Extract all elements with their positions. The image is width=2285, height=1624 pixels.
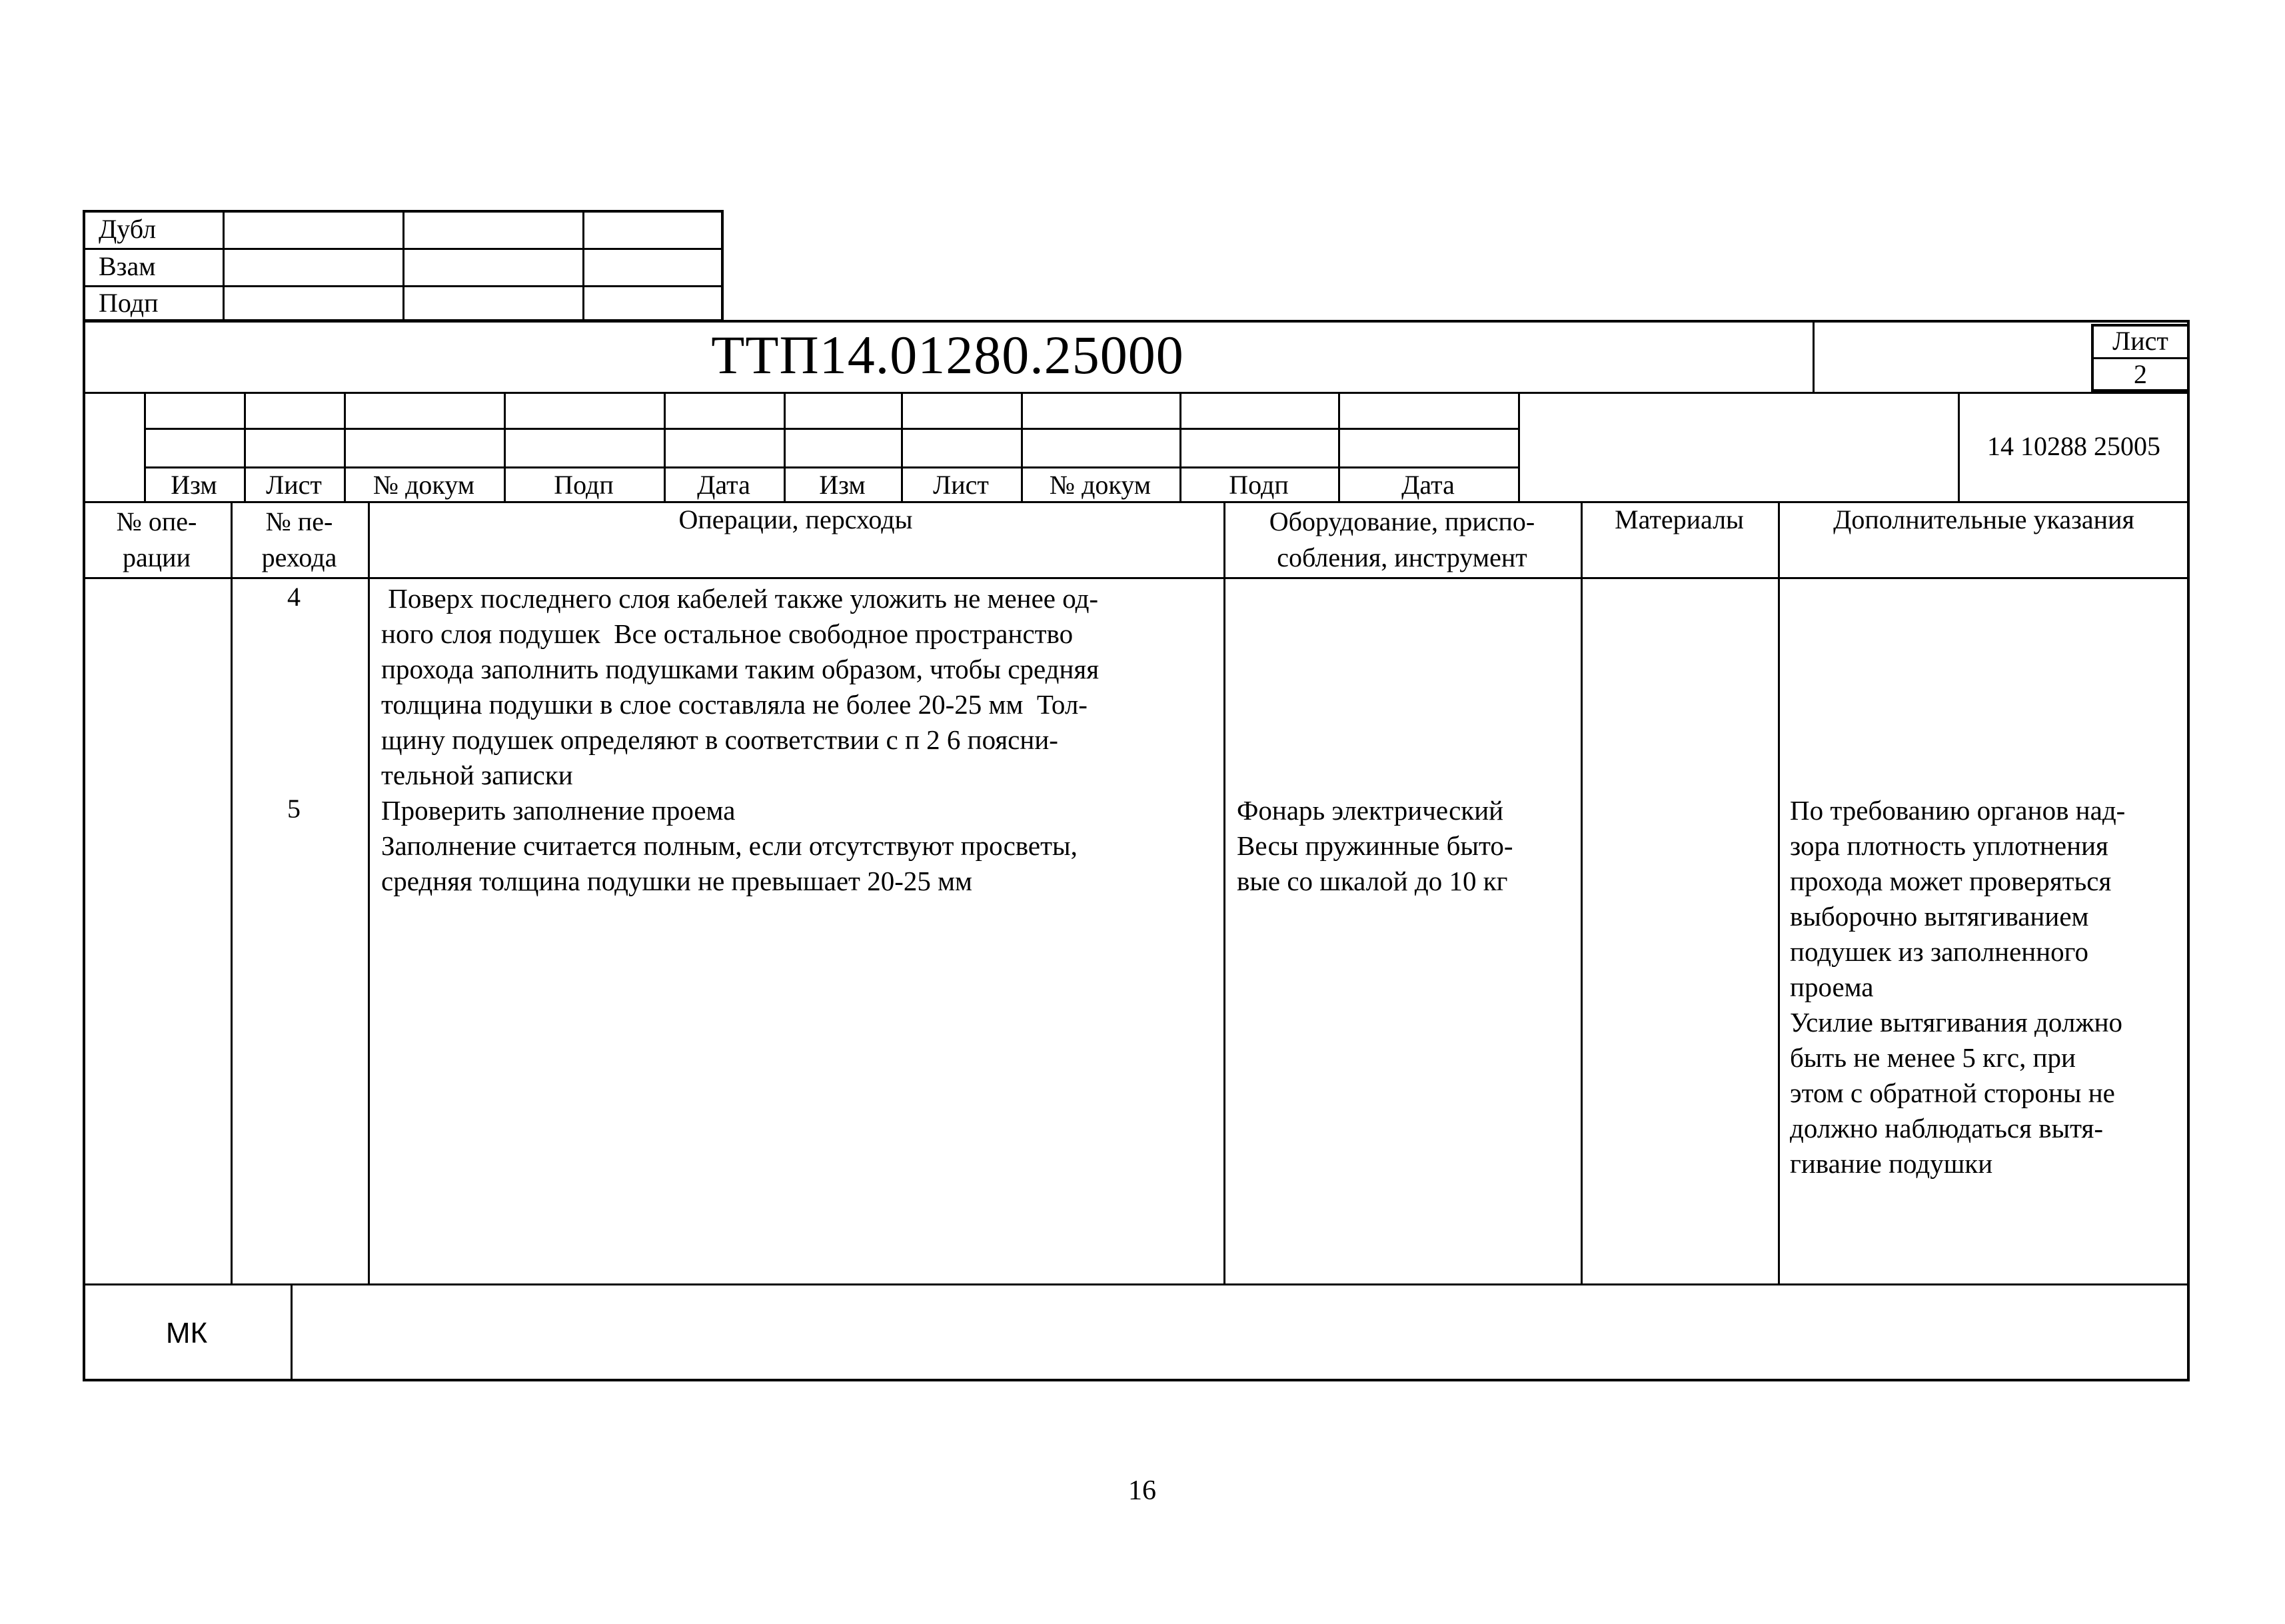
change-col-label: Лист	[933, 470, 989, 500]
col-header-operation-number: № опе- рации	[116, 506, 197, 572]
change-col-label: Дата	[697, 470, 750, 500]
mk-label: МК	[165, 1317, 208, 1349]
step-number: 4	[287, 582, 301, 612]
table-col-line	[368, 501, 370, 1283]
stamp-divider	[402, 210, 404, 322]
sheet-number: 2	[2134, 359, 2147, 389]
table-header-bottom	[83, 577, 2190, 579]
equipment-text: Фонарь электрический Весы пружинные быто- вые со шкалой до 10 кг	[1237, 795, 1513, 896]
col-header-materials: Материалы	[1615, 504, 1744, 534]
table-col-line	[1581, 501, 1583, 1283]
table-body-bottom	[83, 1283, 2190, 1285]
change-col-label: Изм	[171, 470, 217, 500]
change-grid-line	[1518, 392, 1520, 501]
table-col-line	[231, 501, 233, 1283]
col-header-operations: Операции, персходы	[678, 504, 913, 534]
stamp-row-label: Взам	[99, 251, 156, 281]
stamp-divider	[582, 210, 584, 322]
col-header-equipment: Оборудование, приспо- собления, инструмент	[1269, 506, 1535, 572]
col-header-notes: Дополнительные указания	[1833, 504, 2134, 534]
title-divider	[1813, 320, 1815, 392]
title-row-bottom	[83, 392, 2190, 394]
sheet-label: Лист	[2112, 326, 2168, 356]
table-col-line	[1223, 501, 1225, 1283]
change-grid-line	[144, 466, 1518, 468]
col-header-step-number: № пе- рехода	[261, 506, 337, 572]
change-col-label: № докум	[1049, 470, 1151, 500]
change-row-bottom	[83, 501, 2190, 503]
operation-text: Проверить заполнение проема Заполнение считается полным, если отсутствуют просветы, средняя толщина подушки не превышает 20-25 мм	[381, 795, 1078, 896]
operation-text: Поверх последнего слоя кабелей также уложить не менее од- ного слоя подушек Все остальное свободное пространство прохода заполнить подушками таким образом, чтобы средняя толщина подушки в слое составляла не более 20-25 мм Тол- щину подушек определяют в соответствии с п 2 6 поясни- тельной записки	[381, 583, 1100, 790]
change-col-label: Подп	[554, 470, 614, 500]
document-number: 14 10288 25005	[1987, 431, 2160, 461]
mk-divider	[291, 1283, 293, 1381]
change-col-label: № докум	[373, 470, 475, 500]
table-col-line	[1778, 501, 1780, 1283]
stamp-row-label: Подп	[99, 288, 159, 318]
change-col-label: Изм	[819, 470, 866, 500]
stamp-row-label: Дубл	[99, 214, 157, 244]
change-col-label: Подп	[1229, 470, 1289, 500]
page-number: 16	[1128, 1475, 1156, 1506]
change-col-label: Дата	[1401, 470, 1455, 500]
document-code: ТТП14.01280.25000	[711, 325, 1184, 385]
notes-text: По требованию органов над- зора плотность уплотнения прохода может проверяться выборочно вытягиванием подушек из заполненного проема Усилие вытягивания должно быть не менее 5 кгс, при этом с обратной стороны не должно наблюдаться вытя- гивание подушки	[1790, 795, 2126, 1179]
change-grid-line	[144, 428, 1518, 430]
change-col-label: Лист	[266, 470, 322, 500]
step-number: 5	[287, 794, 301, 824]
stamp-divider	[223, 210, 225, 322]
